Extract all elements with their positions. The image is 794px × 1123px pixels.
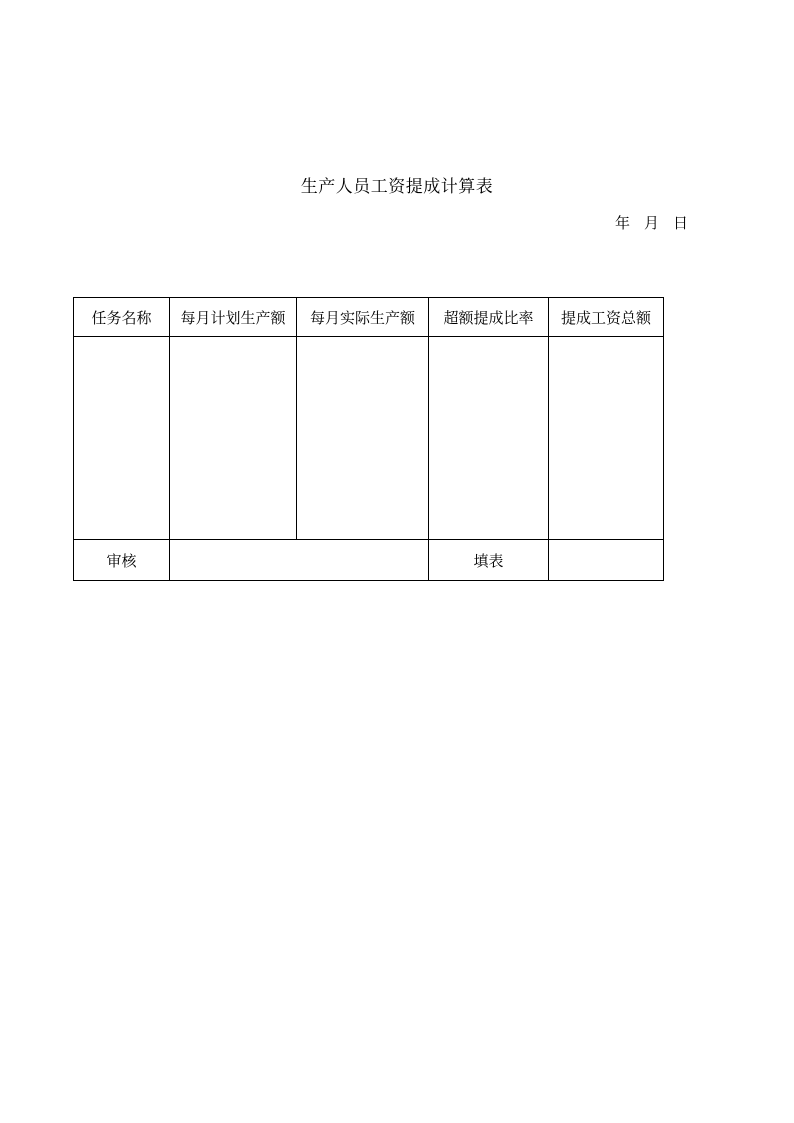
cell-task-name[interactable] — [74, 337, 170, 540]
column-header-total-commission-wage: 提成工资总额 — [549, 298, 664, 337]
date-month-label: 月 — [643, 214, 659, 232]
review-value-cell[interactable] — [170, 540, 429, 581]
cell-actual-output[interactable] — [297, 337, 429, 540]
table-row — [74, 337, 664, 540]
column-header-task-name: 任务名称 — [74, 298, 170, 337]
table-header-row — [74, 298, 664, 337]
date-day-label: 日 — [672, 214, 688, 232]
cell-total-commission-wage[interactable] — [549, 337, 664, 540]
filler-value-cell[interactable] — [549, 540, 664, 581]
page-title: 生产人员工资提成计算表 — [300, 177, 494, 197]
wage-commission-table — [73, 297, 664, 581]
cell-planned-output[interactable] — [170, 337, 297, 540]
date-line — [615, 212, 688, 234]
column-header-actual-output: 每月实际生产额 — [297, 298, 429, 337]
cell-excess-commission-rate[interactable] — [429, 337, 549, 540]
date-year-label: 年 — [614, 214, 630, 232]
review-label: 审核 — [74, 540, 170, 581]
filler-label: 填表 — [429, 540, 549, 581]
column-header-excess-commission-rate: 超额提成比率 — [429, 298, 549, 337]
column-header-planned-output: 每月计划生产额 — [170, 298, 297, 337]
table-footer-row — [74, 540, 664, 581]
